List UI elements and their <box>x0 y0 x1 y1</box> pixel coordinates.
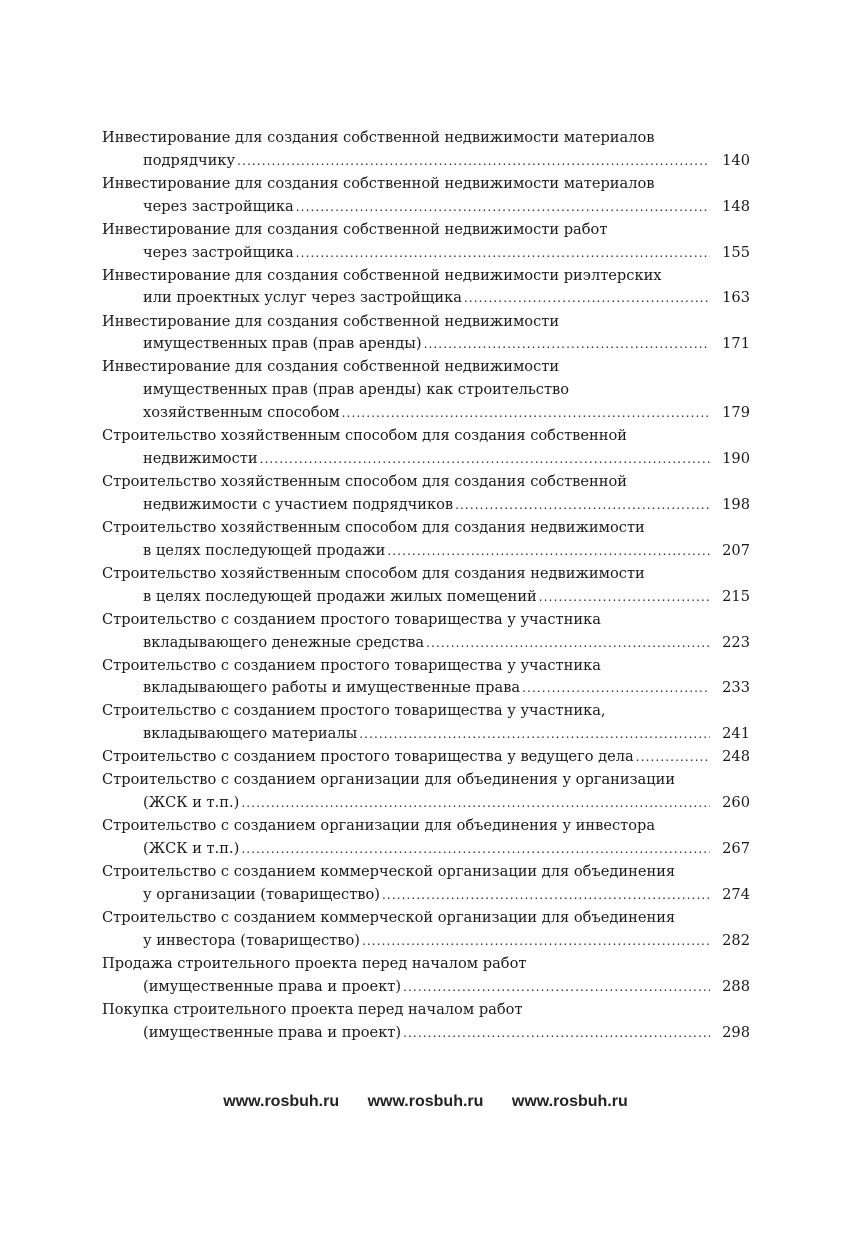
page-number: 241 <box>722 725 750 743</box>
toc-entry-last-line <box>102 746 750 769</box>
toc-entry-last-line <box>102 196 750 219</box>
dot-leader <box>237 150 710 173</box>
toc-entry-title-line: Инвестирование для создания собственной недвижимости работ <box>102 220 608 238</box>
toc-entry[interactable] <box>102 219 750 265</box>
page-number: 233 <box>722 679 750 697</box>
toc-entry-title-line: вкладывающего денежные средства <box>143 633 425 651</box>
toc-entry-title-line: Строительство с созданием организации для объединения у организации <box>102 771 676 789</box>
toc-entry[interactable] <box>102 356 750 424</box>
dot-leader <box>636 746 710 769</box>
toc-entry-last-line <box>102 494 750 517</box>
toc-entry[interactable] <box>102 953 750 999</box>
toc-entry-title-line: недвижимости <box>143 449 258 467</box>
toc-entry[interactable] <box>102 815 750 861</box>
toc-entry-last-line <box>102 677 750 700</box>
toc-entry[interactable] <box>102 999 750 1045</box>
toc-entry[interactable] <box>102 769 750 815</box>
dot-leader <box>362 930 710 953</box>
toc-entry-title-line: Строительство с созданием простого товарищества у участника <box>102 656 601 674</box>
toc-entry[interactable] <box>102 609 750 655</box>
dot-leader <box>241 838 710 861</box>
toc-entry-title-line: хозяйственным способом <box>143 404 340 422</box>
toc-entry[interactable] <box>102 127 750 173</box>
table-of-contents <box>102 127 750 1045</box>
toc-entry-title-line: Покупка строительного проекта перед началом работ <box>102 1000 523 1018</box>
toc-entry-title-line: или проектных услуг через застройщика <box>143 289 462 307</box>
toc-entry-title-line: Строительство с созданием организации для объединения у инвестора <box>102 817 656 835</box>
dot-leader <box>296 242 710 265</box>
dot-leader <box>539 586 710 609</box>
toc-entry-last-line <box>102 242 750 265</box>
dot-leader <box>359 723 710 746</box>
toc-entry-last-line <box>102 402 750 425</box>
toc-entry[interactable] <box>102 471 750 517</box>
dot-leader <box>382 884 710 907</box>
toc-entry-last-line <box>102 838 750 861</box>
footer <box>0 1093 851 1111</box>
toc-entry-last-line <box>102 540 750 563</box>
toc-entry[interactable] <box>102 861 750 907</box>
page-number: 267 <box>722 840 750 858</box>
toc-entry[interactable] <box>102 907 750 953</box>
toc-entry-last-line <box>102 632 750 655</box>
page-number: 248 <box>722 748 750 766</box>
toc-entry-title-line: Продажа строительного проекта перед началом работ <box>102 955 527 973</box>
toc-entry-last-line <box>102 1022 750 1045</box>
toc-entry-title-line: Строительство с созданием простого товарищества у ведущего дела <box>102 748 634 766</box>
toc-entry-last-line <box>102 586 750 609</box>
toc-entry-title-line: Строительство хозяйственным способом для создания недвижимости <box>102 518 645 536</box>
page-number: 215 <box>722 587 750 605</box>
toc-entry-last-line <box>102 976 750 999</box>
toc-entry-title-line: Строительство хозяйственным способом для создания собственной <box>102 427 628 445</box>
toc-entry-title-line: Строительство с созданием простого товарищества у участника, <box>102 702 606 720</box>
footer-link[interactable]: www.rosbuh.ru <box>223 1093 340 1110</box>
toc-entry-last-line <box>102 792 750 815</box>
toc-entry-title-line: подрядчику <box>143 151 236 169</box>
page-number: 148 <box>722 197 750 215</box>
toc-entry-title-line: вкладывающего материалы <box>143 725 358 743</box>
page-number: 140 <box>722 151 750 169</box>
dot-leader <box>426 632 710 655</box>
page-number: 155 <box>722 243 750 261</box>
toc-entry-title-line: через застройщика <box>143 197 294 215</box>
toc-entry-title-line: в целях последующей продажи <box>143 541 386 559</box>
page-number: 223 <box>722 633 750 651</box>
toc-entry[interactable] <box>102 265 750 311</box>
toc-entry-title-line: Строительство хозяйственным способом для создания недвижимости <box>102 564 645 582</box>
page-number: 260 <box>722 794 750 812</box>
page-number: 298 <box>722 1023 750 1041</box>
dot-leader <box>424 333 710 356</box>
page-number: 274 <box>722 886 750 904</box>
toc-entry-title-line: (ЖСК и т.п.) <box>143 840 240 858</box>
toc-entry-title-line: через застройщика <box>143 243 294 261</box>
page-number: 282 <box>722 931 750 949</box>
page-number: 207 <box>722 541 750 559</box>
toc-entry-title-line: имущественных прав (прав аренды) как строительство <box>143 381 570 399</box>
footer-link[interactable]: www.rosbuh.ru <box>367 1093 484 1110</box>
page-number: 190 <box>722 449 750 467</box>
toc-entry-title-line: Строительство с созданием коммерческой организации для объединения <box>102 863 676 881</box>
dot-leader <box>260 448 710 471</box>
toc-entry-title-line: вкладывающего работы и имущественные права <box>143 679 521 697</box>
toc-entry-title-line: Строительство хозяйственным способом для создания собственной <box>102 473 628 491</box>
dot-leader <box>403 976 710 999</box>
dot-leader <box>342 402 710 425</box>
page-number: 179 <box>722 404 750 422</box>
page-number: 198 <box>722 495 750 513</box>
toc-entry-title-line: (ЖСК и т.п.) <box>143 794 240 812</box>
toc-entry-title-line: в целях последующей продажи жилых помещений <box>143 587 537 605</box>
toc-entry-title-line: недвижимости с участием подрядчиков <box>143 495 454 513</box>
toc-entry-last-line <box>102 930 750 953</box>
toc-entry[interactable] <box>102 311 750 357</box>
toc-entry[interactable] <box>102 425 750 471</box>
toc-entry-title-line: Инвестирование для создания собственной недвижимости <box>102 312 560 330</box>
dot-leader <box>387 540 710 563</box>
toc-entry[interactable] <box>102 173 750 219</box>
dot-leader <box>296 196 710 219</box>
toc-entry-title-line: (имущественные права и проект) <box>143 1023 402 1041</box>
toc-entry-last-line <box>102 448 750 471</box>
toc-entry-title-line: Инвестирование для создания собственной недвижимости риэлтерских <box>102 266 662 284</box>
toc-entry[interactable] <box>102 563 750 609</box>
toc-entry-title-line: (имущественные права и проект) <box>143 977 402 995</box>
toc-entry[interactable] <box>102 655 750 701</box>
toc-entry[interactable] <box>102 746 750 769</box>
toc-entry-title-line: Инвестирование для создания собственной недвижимости материалов <box>102 129 655 146</box>
toc-entry-last-line <box>102 287 750 310</box>
toc-entry-last-line <box>102 333 750 356</box>
page-number: 288 <box>722 977 750 995</box>
toc-entry-last-line <box>102 150 750 173</box>
toc-entry-title-line: Строительство с созданием коммерческой организации для объединения <box>102 909 676 927</box>
dot-leader <box>455 494 710 517</box>
footer-link[interactable]: www.rosbuh.ru <box>511 1093 628 1110</box>
toc-entry-title-line: у инвестора (товарищество) <box>143 931 360 949</box>
page-number: 163 <box>722 289 750 307</box>
toc-entry-title-line: у организации (товарищество) <box>143 886 380 904</box>
toc-entry[interactable] <box>102 517 750 563</box>
toc-entry-title-line: имущественных прав (прав аренды) <box>143 335 422 353</box>
dot-leader <box>403 1022 710 1045</box>
toc-entry-title-line: Инвестирование для создания собственной недвижимости материалов <box>102 174 655 192</box>
page-number: 171 <box>722 335 750 353</box>
dot-leader <box>464 287 710 310</box>
dot-leader <box>241 792 710 815</box>
toc-entry-last-line <box>102 723 750 746</box>
toc-entry-title-line: Строительство с созданием простого товарищества у участника <box>102 610 601 628</box>
toc-entry[interactable] <box>102 700 750 746</box>
toc-entry-title-line: Инвестирование для создания собственной недвижимости <box>102 358 560 376</box>
toc-entry-last-line <box>102 884 750 907</box>
dot-leader <box>522 677 710 700</box>
